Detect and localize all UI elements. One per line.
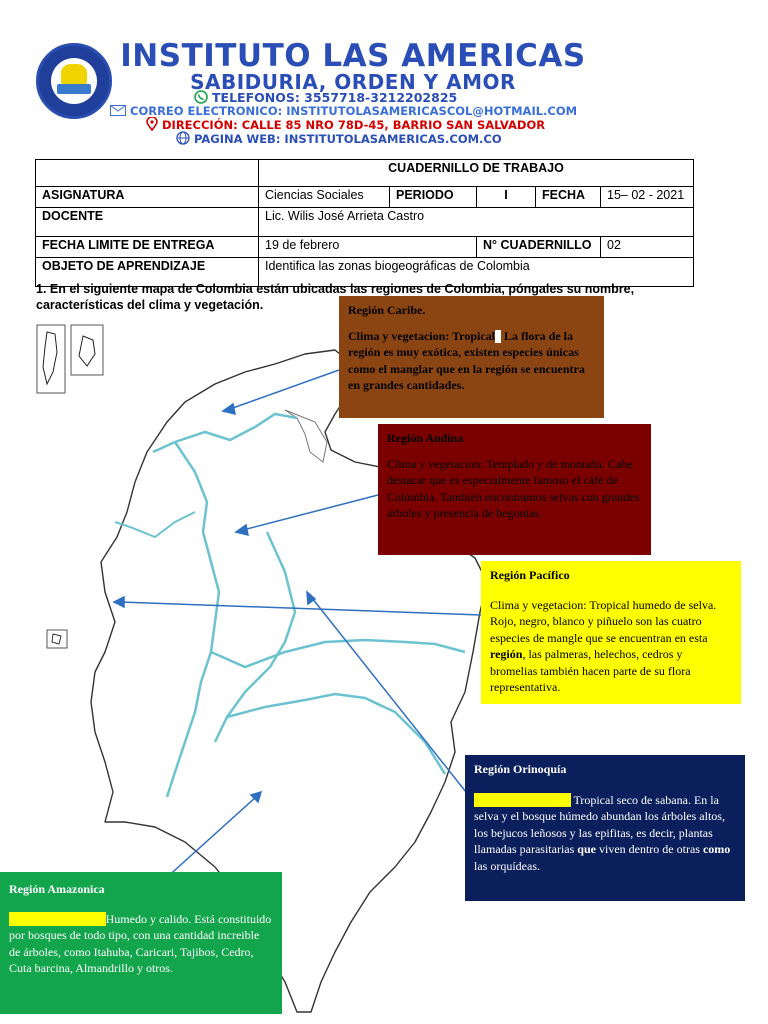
location-pin-icon — [146, 117, 158, 134]
school-title: INSTITUTO LAS AMERICAS — [120, 38, 586, 74]
text-cursor — [495, 330, 501, 343]
caribe-region-box — [339, 296, 604, 418]
pacifico-description: Clima y vegetacion: Tropical humedo de selva. Rojo, negro, blanco y piñuelo son las cuatro especies de mangle que se encuentran en esta región, las palmeras, helechos, cedros y bromelias también hacen parte de su flora representativa. — [490, 597, 717, 694]
objetivo-label: OBJETO DE APRENDIZAJE — [36, 258, 259, 287]
andina-region-box — [378, 424, 651, 555]
address-line: DIRECCIÓN: CALLE 85 NRO 78D-45, BARRIO SAN SALVADOR — [146, 117, 545, 134]
fecha-label: FECHA — [536, 187, 601, 208]
school-motto: SABIDURIA, ORDEN Y AMOR — [190, 70, 516, 94]
andina-description: Clima y vegetacion: Templado y de montaña. Cabe destacar que es especialmente famoso el café de Colombia. También encontramos selvas con grandes árboles y presencia de begonias. — [387, 456, 640, 520]
amazonia-description: Clima y vegetacion:Humedo y calido. Está constituido por bosques de todo tipo, con una cantidad increible de árboles, como Itahuba, Caricari, Tajibos, Cedro, Cuta barcina, Almandrillo y otros. — [9, 911, 272, 975]
question-text: 1. En el siguiente mapa de Colombia están ubicadas las regiones de Colombia, póngales su nombre, características del clima y vegetación. — [36, 282, 635, 312]
periodo-value: I — [477, 187, 536, 208]
cuadernillo-value: 02 — [601, 237, 694, 258]
objetivo-value: Identifica las zonas biogeográficas de Colombia — [259, 258, 694, 287]
email-line: CORREO ELECTRONICO: INSTITUTOLASAMERICASCOL@HOTMAIL.COM — [110, 104, 577, 119]
amazonia-region-box — [0, 872, 282, 1014]
phone-line: TELEFONOS: 3557718-3212202825 — [194, 90, 457, 107]
orinoquia-region-box — [465, 755, 745, 901]
school-logo — [36, 43, 112, 119]
asignatura-value: Ciencias Sociales — [259, 187, 390, 208]
andina-title: Región Andina — [387, 431, 464, 445]
pacifico-title: Región Pacífico — [490, 568, 570, 582]
pacifico-region-box — [481, 561, 741, 704]
docente-label: DOCENTE — [36, 208, 259, 237]
periodo-label: PERIODO — [390, 187, 477, 208]
globe-icon — [176, 131, 190, 148]
caribe-description: Clima y vegetacion: Tropical La flora de la región es muy exótica, existen especies únicas como el manglar que en la región se encuentra en grandes cantidades. — [348, 328, 585, 392]
docente-value: Lic. Wilis José Arrieta Castro — [259, 208, 694, 237]
workbook-info-table — [35, 159, 694, 287]
orinoquia-title: Región Orinoquía — [474, 762, 567, 776]
caribe-title: Región Caribe. — [348, 303, 426, 317]
amazonia-title: Región Amazonica — [9, 882, 105, 896]
limite-value: 19 de febrero — [259, 237, 477, 258]
fecha-value: 15– 02 - 2021 — [601, 187, 694, 208]
web-line: PAGINA WEB: INSTITUTOLASAMERICAS.COM.CO — [176, 131, 502, 148]
cuadernillo-label: N° CUADERNILLO — [477, 237, 601, 258]
limite-label: FECHA LIMITE DE ENTREGA — [36, 237, 259, 258]
orinoquia-description: Clima y vegetacion: Tropical seco de sabana. En la selva y el bosque húmedo abundan los árboles altos, los bejucos leñosos y las epifitas, es decir, plantas llamadas parasitarias que viven dentro de otras como las orquídeas. — [474, 792, 731, 873]
table-heading: CUADERNILLO DE TRABAJO — [259, 160, 694, 187]
asignatura-label: ASIGNATURA — [36, 187, 259, 208]
mail-icon — [110, 105, 126, 119]
